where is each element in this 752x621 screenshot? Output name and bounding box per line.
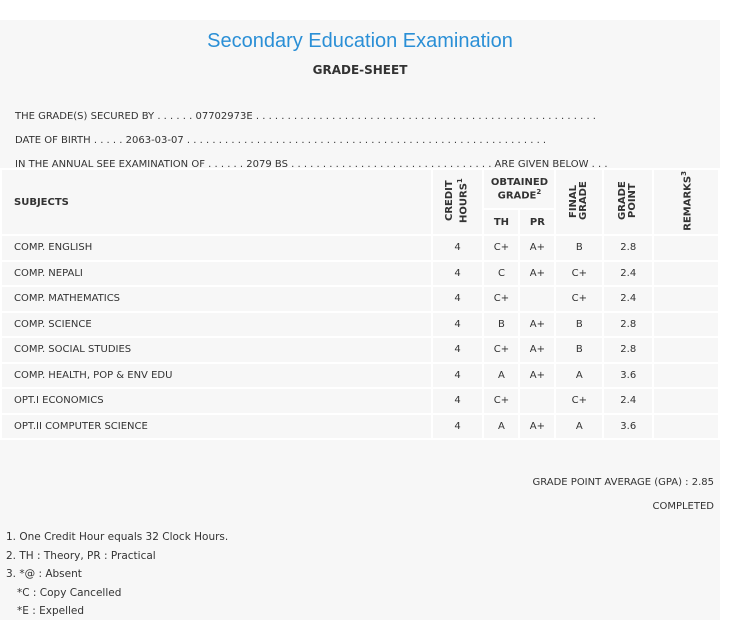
table-row <box>1 286 719 312</box>
header-remarks: REMARKS$^3$ <box>653 169 719 235</box>
info-secured-by: THE GRADE(S) SECURED BY . . . . . . 07702973E . . . . . . . . . . . . . . . . . . . . . . . . . . . . . . . . . . . . . . . . . . . . . . . . . . . . . . <box>15 111 596 122</box>
cell-final: B <box>555 312 603 338</box>
cell-pr <box>519 388 555 414</box>
info-dob: DATE OF BIRTH . . . . . 2063-03-07 . . . . . . . . . . . . . . . . . . . . . . . . . . . . . . . . . . . . . . . . . . . . . . . . . . . . . . . . . <box>15 135 547 146</box>
cell-gp: 2.4 <box>603 261 653 287</box>
table-row <box>1 388 719 414</box>
cell-pr: A+ <box>519 312 555 338</box>
header-grade-point: GRADE POINT <box>603 169 653 235</box>
cell-gp: 2.4 <box>603 388 653 414</box>
cell-credit: 4 <box>432 235 484 261</box>
grades-table <box>0 168 720 440</box>
cell-pr: A+ <box>519 235 555 261</box>
cell-gp: 3.6 <box>603 363 653 389</box>
cell-credit: 4 <box>432 337 484 363</box>
header-final-grade: FINAL GRADE <box>555 169 603 235</box>
cell-final: B <box>555 235 603 261</box>
cell-final: C+ <box>555 286 603 312</box>
note: 2. TH : Theory, PR : Practical <box>6 549 156 562</box>
cell-remarks <box>653 414 719 440</box>
cell-th: C+ <box>483 235 519 261</box>
cell-subject: OPT.I ECONOMICS <box>1 388 432 414</box>
cell-pr: A+ <box>519 261 555 287</box>
header-obtained-grade: OBTAINED GRADE$^2$ <box>483 169 555 209</box>
cell-remarks <box>653 261 719 287</box>
cell-credit: 4 <box>432 261 484 287</box>
page-title: Secondary Education Examination <box>207 30 513 52</box>
cell-pr <box>519 286 555 312</box>
footnotes <box>6 528 228 621</box>
cell-remarks <box>653 286 719 312</box>
cell-subject: COMP. MATHEMATICS <box>1 286 432 312</box>
cell-subject: OPT.II COMPUTER SCIENCE <box>1 414 432 440</box>
cell-remarks <box>653 235 719 261</box>
header-credit-hours: CREDIT HOURS$^1$ <box>432 169 484 235</box>
cell-final: B <box>555 337 603 363</box>
note: 3. *@ : Absent <box>6 568 82 580</box>
cell-final: A <box>555 414 603 440</box>
table-row <box>1 363 719 389</box>
cell-credit: 4 <box>432 388 484 414</box>
cell-final: C+ <box>555 261 603 287</box>
cell-credit: 4 <box>432 363 484 389</box>
cell-remarks <box>653 312 719 338</box>
cell-remarks <box>653 363 719 389</box>
cell-th: B <box>483 312 519 338</box>
page-subtitle: GRADE-SHEET <box>312 63 408 77</box>
cell-pr: A+ <box>519 337 555 363</box>
table-row <box>1 261 719 287</box>
cell-pr: A+ <box>519 414 555 440</box>
cell-th: C+ <box>483 286 519 312</box>
status-text: COMPLETED <box>652 501 714 512</box>
table-row <box>1 235 719 261</box>
cell-subject: COMP. SOCIAL STUDIES <box>1 337 432 363</box>
cell-credit: 4 <box>432 414 484 440</box>
cell-th: C <box>483 261 519 287</box>
cell-pr: A+ <box>519 363 555 389</box>
cell-credit: 4 <box>432 312 484 338</box>
cell-credit: 4 <box>432 286 484 312</box>
cell-final: C+ <box>555 388 603 414</box>
header-pr: PR <box>519 209 555 235</box>
note: *E : Expelled <box>17 605 85 617</box>
cell-gp: 2.4 <box>603 286 653 312</box>
cell-th: C+ <box>483 337 519 363</box>
note: *C : Copy Cancelled <box>17 586 122 599</box>
table-row <box>1 337 719 363</box>
cell-remarks <box>653 337 719 363</box>
table-row <box>1 312 719 338</box>
cell-subject: COMP. HEALTH, POP & ENV EDU <box>1 363 432 389</box>
cell-th: C+ <box>483 388 519 414</box>
cell-gp: 2.8 <box>603 312 653 338</box>
cell-th: A <box>483 414 519 440</box>
cell-gp: 2.8 <box>603 235 653 261</box>
cell-gp: 2.8 <box>603 337 653 363</box>
info-exam: IN THE ANNUAL SEE EXAMINATION OF . . . . . . 2079 BS . . . . . . . . . . . . . . . . . . . . . . . . . . . . . . . . ARE GIVEN BELOW . . . <box>15 159 608 170</box>
cell-gp: 3.6 <box>603 414 653 440</box>
cell-th: A <box>483 363 519 389</box>
note: 1. One Credit Hour equals 32 Clock Hours. <box>6 531 229 543</box>
cell-remarks <box>653 388 719 414</box>
gpa-text: GRADE POINT AVERAGE (GPA) : 2.85 <box>532 477 714 488</box>
cell-subject: COMP. SCIENCE <box>1 312 432 338</box>
header-subjects: SUBJECTS <box>1 169 432 235</box>
cell-subject: COMP. NEPALI <box>1 261 432 287</box>
cell-final: A <box>555 363 603 389</box>
header-th: TH <box>483 209 519 235</box>
cell-subject: COMP. ENGLISH <box>1 235 432 261</box>
table-row <box>1 414 719 440</box>
